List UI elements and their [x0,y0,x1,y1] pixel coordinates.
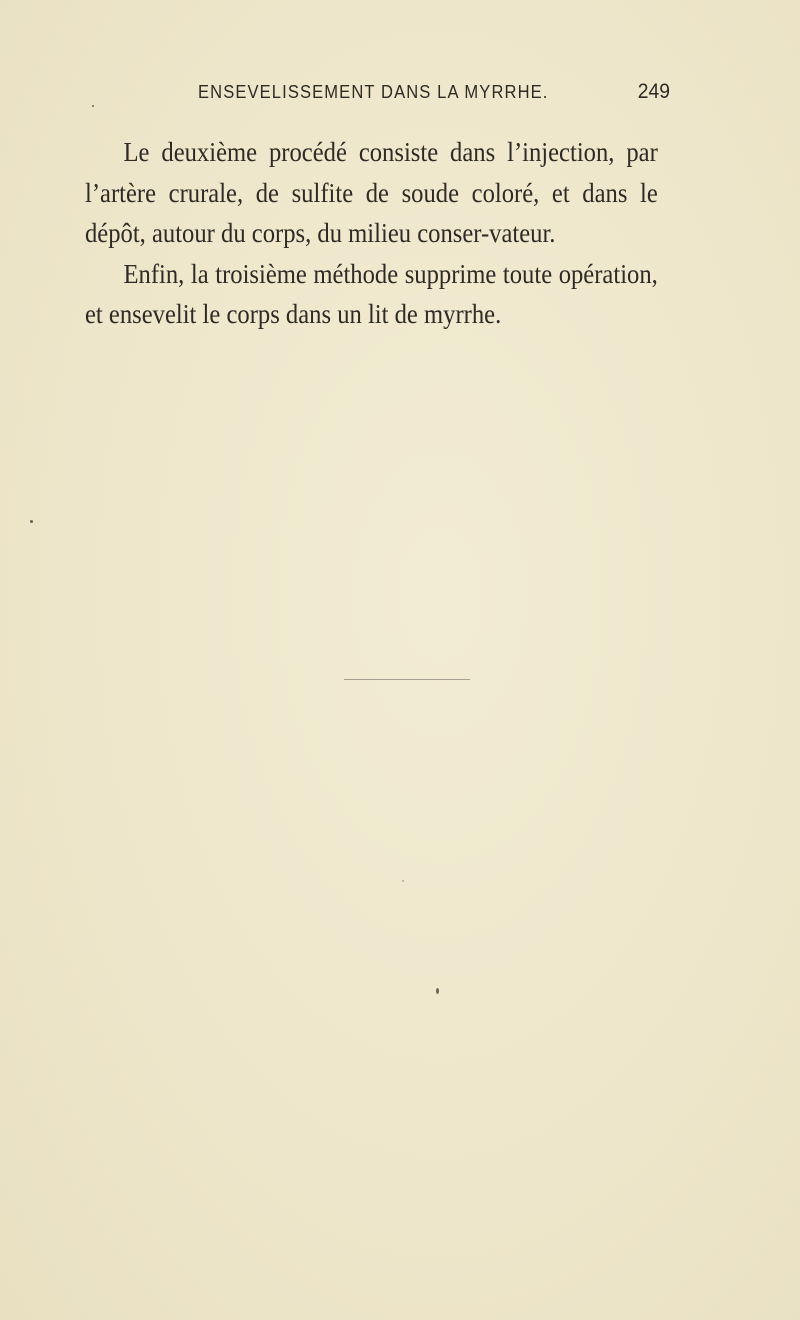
page-number: 249 [637,80,671,103]
ink-speck [30,520,33,523]
ink-speck [436,988,439,994]
paragraph-2 [85,254,658,335]
ink-speck [92,105,94,107]
running-head [198,82,669,112]
running-title: ENSEVELISSEMENT DANS LA MYRRHE. [198,82,549,102]
paragraph-1-text: Le deuxième procédé consiste dans l’injection, par l’artère crurale, de sulfite de soude coloré, et dans le dépôt, autour du corps, du milieu conser-vateur. [85,136,658,248]
body-text [85,132,658,335]
paragraph-2-text: Enfin, la troisième méthode supprime toute opération, et ensevelit le corps dans un lit de myrrhe. [85,257,658,329]
paragraph-1 [85,132,658,254]
ink-speck [402,880,404,882]
separator-rule [344,679,470,680]
